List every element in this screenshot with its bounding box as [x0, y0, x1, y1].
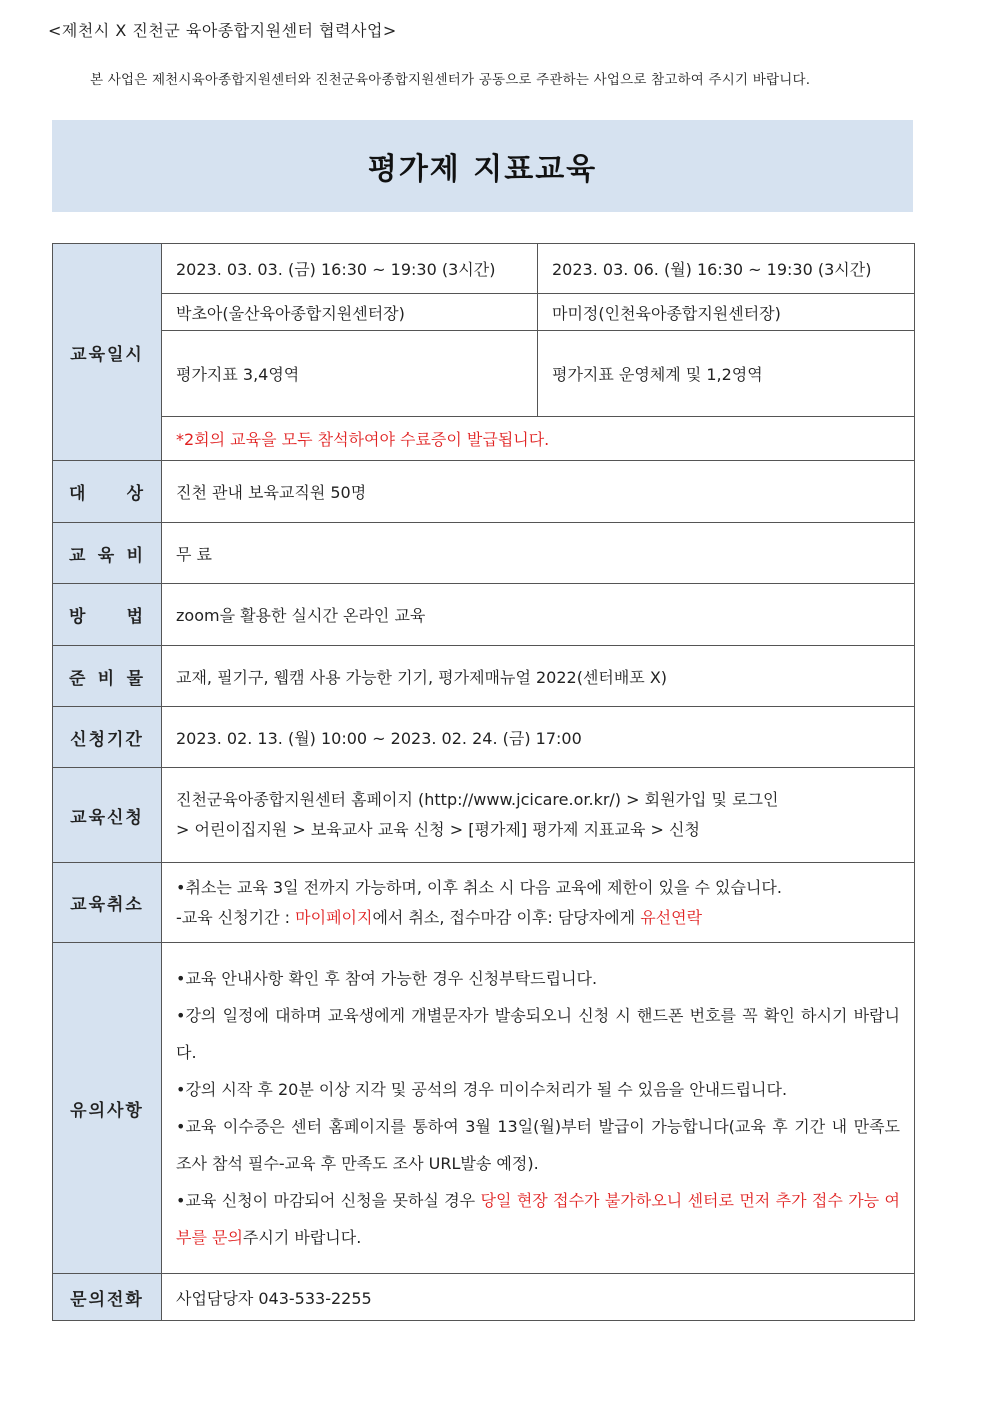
table-row [53, 707, 915, 768]
cancel-text: -교육 신청기간 : [176, 907, 296, 927]
note-item: •교육 이수증은 센터 홈페이지를 통하여 3월 13일(월)부터 발급이 가능합니다(교육 후 기간 내 만족도 조사 참석 필수-교육 후 만족도 조사 URL발송 예정). [176, 1117, 900, 1173]
row-label-target: 대 상 [53, 461, 162, 523]
row-label-fee: 교 육 비 [53, 523, 162, 584]
contact-value: 사업담당자 043-533-2255 [162, 1274, 915, 1321]
row-label-materials: 준 비 물 [53, 646, 162, 707]
note-item: •강의 시작 후 20분 이상 지각 및 공석의 경우 미이수처리가 될 수 있음을 안내드립니다. [176, 1080, 788, 1099]
note-text: 주시기 바랍니다. [242, 1228, 362, 1247]
notes-value [162, 943, 915, 1274]
apply-line-2: > 어린이집지원 > 보육교사 교육 신청 > [평가제] 평가제 지표교육 > 신청 [176, 820, 700, 839]
row-label-schedule: 교육일시 [53, 244, 162, 461]
row-label-cancel: 교육취소 [53, 863, 162, 943]
table-row [53, 1274, 915, 1321]
table-row [53, 768, 915, 863]
intro-text: 본 사업은 제천시육아종합지원센터와 진천군육아종합지원센터가 공동으로 주관하는 사업으로 참고하여 주시기 바랍니다. [90, 72, 811, 88]
session2-topic: 평가지표 운영체계 및 1,2영역 [538, 331, 915, 417]
session1-instructor: 박초아(울산육아종합지원센터장) [162, 294, 538, 331]
header-line: <제천시 X 진천군 육아종합지원센터 협력사업> [48, 21, 397, 40]
cancel-text: 에서 취소, 접수마감 이후: 담당자에게 [372, 907, 641, 927]
apply-value [162, 768, 915, 863]
row-label-contact: 문의전화 [53, 1274, 162, 1321]
mypage-highlight: 마이페이지 [295, 907, 373, 927]
table-row [53, 331, 915, 417]
table-row [53, 461, 915, 523]
title-banner [52, 120, 913, 212]
note-text: •교육 신청이 마감되어 신청을 못하실 경우 [176, 1191, 481, 1210]
table-row [53, 646, 915, 707]
session1-topic: 평가지표 3,4영역 [162, 331, 538, 417]
phone-contact-highlight: 유선연락 [640, 907, 703, 927]
row-label-method: 방 법 [53, 584, 162, 646]
info-table [52, 243, 915, 1321]
session2-datetime: 2023. 03. 06. (월) 16:30 ~ 19:30 (3시간) [538, 244, 915, 294]
session2-instructor: 마미정(인천육아종합지원센터장) [538, 294, 915, 331]
table-row [53, 523, 915, 584]
apply-line-1: 진천군육아종합지원센터 홈페이지 (http://www.jcicare.or.kr/) > 회원가입 및 로그인 [176, 790, 779, 809]
schedule-note: *2회의 교육을 모두 참석하여야 수료증이 발급됩니다. [162, 417, 915, 461]
target-value: 진천 관내 보육교직원 50명 [162, 461, 915, 523]
period-value: 2023. 02. 13. (월) 10:00 ~ 2023. 02. 24. (금) 17:00 [162, 707, 915, 768]
row-label-apply: 교육신청 [53, 768, 162, 863]
note-item: •교육 안내사항 확인 후 참여 가능한 경우 신청부탁드립니다. [176, 969, 598, 988]
note-item [176, 1182, 900, 1256]
note-item: •강의 일정에 대하며 교육생에게 개별문자가 발송되오니 신청 시 핸드폰 번호를 꼭 확인 하시기 바랍니다. [176, 1006, 900, 1062]
table-row [53, 863, 915, 943]
table-row [53, 943, 915, 1274]
row-label-period: 신청기간 [53, 707, 162, 768]
cancel-line-2 [176, 903, 900, 933]
cancel-value [162, 863, 915, 943]
table-row [53, 294, 915, 331]
page-title: 평가제 지표교육 [367, 152, 598, 187]
method-value: zoom을 활용한 실시간 온라인 교육 [162, 584, 915, 646]
row-label-notes: 유의사항 [53, 943, 162, 1274]
note-warning: 당일 현장 접수가 불가하오니 센터로 먼저 추가 접수 가능 여부를 문의 [176, 1191, 900, 1247]
table-row [53, 244, 915, 294]
materials-value: 교재, 필기구, 웹캠 사용 가능한 기기, 평가제매뉴얼 2022(센터배포 X) [162, 646, 915, 707]
table-row [53, 584, 915, 646]
table-row [53, 417, 915, 461]
cancel-line-1: •취소는 교육 3일 전까지 가능하며, 이후 취소 시 다음 교육에 제한이 있을 수 있습니다. [176, 877, 782, 897]
fee-value: 무 료 [162, 523, 915, 584]
session1-datetime: 2023. 03. 03. (금) 16:30 ~ 19:30 (3시간) [162, 244, 538, 294]
